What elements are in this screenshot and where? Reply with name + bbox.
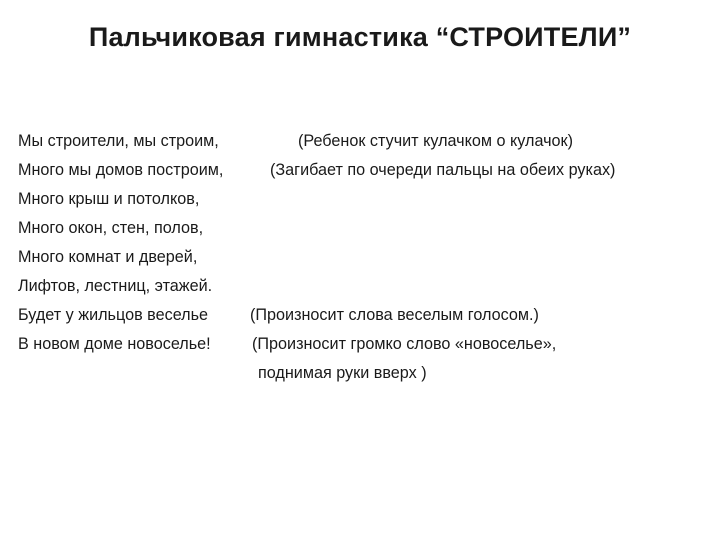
verse-text: Лифтов, лестниц, этажей. xyxy=(18,277,213,295)
verse-text: Много крыш и потолков, xyxy=(18,190,200,208)
verse-text: Много окон, стен, полов, xyxy=(18,219,204,237)
slide-title: Пальчиковая гимнастика “СТРОИТЕЛИ” xyxy=(88,22,632,52)
verse-text: Будет у жильцов веселье xyxy=(18,306,209,324)
action-note: (Произносит слова веселым голосом.) xyxy=(250,306,539,324)
verse-text: Мы строители, мы строим, xyxy=(18,132,219,150)
action-note: (Ребенок стучит кулачком о кулачок) xyxy=(298,132,574,150)
verse-text: Много мы домов построим, xyxy=(18,161,224,179)
verse-text: В новом доме новоселье! xyxy=(18,335,211,353)
action-note: поднимая руки вверх ) xyxy=(258,364,427,382)
action-note: (Загибает по очереди пальцы на обеих руках) xyxy=(270,161,616,179)
verse-text: Много комнат и дверей, xyxy=(18,248,198,266)
action-note: (Произносит громко слово «новоселье», xyxy=(252,335,557,353)
